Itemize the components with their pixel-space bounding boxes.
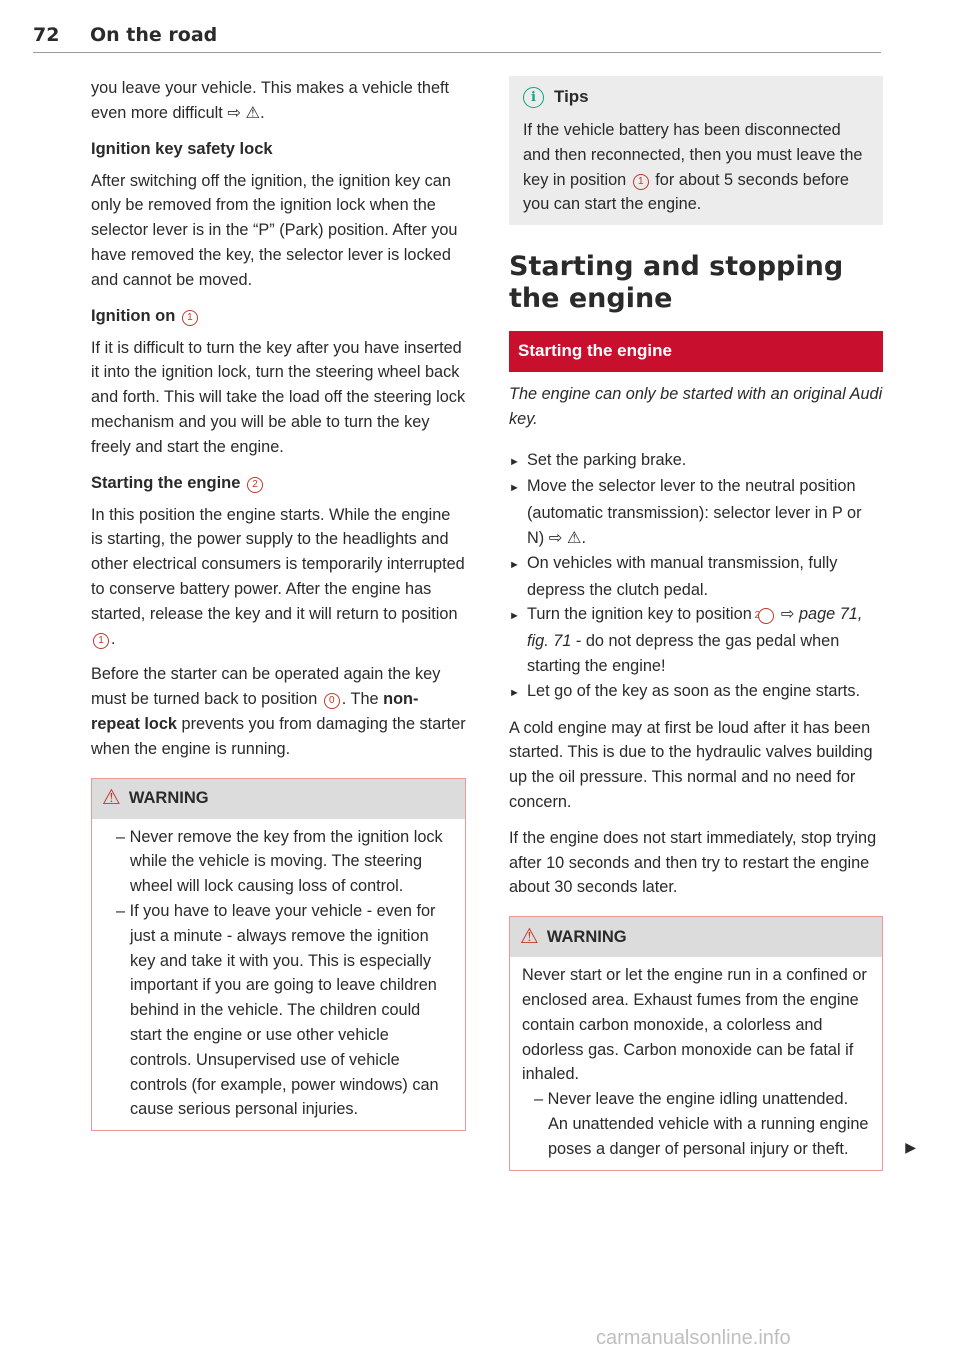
starting-engine-text-a: In this position the engine starts. While the engine is starting, the power supply to the headlights and other electrical consumers is temporarily interrupted to conserve battery power. After the engine has started, release the key and it will return to position [91,505,465,623]
non-repeat-lock-text [91,662,466,761]
cold-engine-text: A cold engine may at first be loud after it has been started. This is due to the hydraulic valves building up the oil pressure. This normal and no need for concern. [509,718,873,811]
step-text: Set the parking brake. [527,450,687,469]
continue-arrow-icon: ▶ [905,1138,916,1155]
warning-item: – Never leave the engine idling unattended. An unattended vehicle with a running engine poses a danger of personal injury or theft. [534,1090,869,1158]
section-heading: Starting and stopping the engine [509,251,844,315]
subsection-bar: Starting the engine [509,331,883,372]
step-text: On vehicles with manual transmission, fully depress the clutch pedal. [527,553,838,599]
warning-header [510,917,882,957]
ignition-lock-heading: Ignition key safety lock [91,139,273,158]
bullet-icon: ► [509,482,520,495]
step-text: - do not depress the gas pedal when starting the engine! [527,632,840,675]
ignition-lock-text: After switching off the ignition, the ignition key can only be removed from the ignition lock when the selector lever is in the “P” (Park) position. After you have removed the key, the selector lever is locked and cannot be moved. [91,171,458,289]
non-repeat-text-b: . The [341,690,379,709]
warning-item: – If you have to leave your vehicle - even for just a minute - always remove the ignition key and take it with you. This is especially important if you are going to leave children behind in the vehicle. The children could start the engine or use other vehicle controls. Unsupervised use of vehicle controls (for example, power windows) can cause serious personal injuries. [116,901,439,1119]
continued-paragraph: you leave your vehicle. This makes a vehicle theft even more difficult ⇨ ⚠. [91,79,450,122]
intro-text: The engine can only be started with an original Audi key. [509,384,883,428]
warning-box-left [91,778,466,1132]
tips-title: Tips [554,86,589,106]
warning-title: WARNING [128,789,209,808]
list-item [509,551,883,603]
left-column [91,76,466,1131]
non-repeat-lock-term: non-repeat lock [91,690,419,733]
list-item [509,448,883,475]
tips-text-b: for about 5 seconds before you can start the engine. [523,170,849,214]
step-text: Move the selector lever to the neutral position (automatic transmission): selector lever in P or N) ⇨ ⚠. [527,477,862,547]
starting-engine-text-b: . [111,629,116,648]
step-text: Turn the ignition key to position [527,605,752,624]
position-0-icon: 0 [324,693,340,709]
section-title: On the road [90,24,218,46]
ignition-on-heading [91,304,466,328]
step-text: Let go of the key as soon as the engine starts. [527,681,861,700]
tips-text [523,118,869,217]
bullet-icon: ► [509,686,520,699]
position-2-icon: 2 [758,608,774,624]
warning-body [92,819,465,1131]
tips-header [523,76,869,118]
starting-engine-text [91,503,466,652]
warning-item: – Never remove the key from the ignition lock while the vehicle is moving. The steering wheel will lock causing loss of control. [116,827,443,896]
watermark: carmanualsonline.info [596,1327,791,1349]
page-reference-link[interactable]: ⇨ page 71, fig. 71 [527,605,863,651]
non-repeat-text-a: Before the starter can be operated again the key must be turned back to position [91,665,441,709]
bullet-icon: ► [509,610,520,623]
position-2-icon: 2 [247,477,263,493]
tips-text-a: If the vehicle battery has been disconnected and then reconnected, then you must leave the key in position [523,121,863,189]
right-column [509,76,916,1171]
warning-title: WARNING [546,927,627,946]
list-item [509,679,883,706]
no-start-text: If the engine does not start immediately, stop trying after 10 seconds and then try to restart the engine about 30 seconds later. [509,828,877,897]
warning-triangle-icon: ⚠ [102,786,121,810]
non-repeat-text-c: prevents you from damaging the starter when the engine is running. [91,714,466,758]
position-1-icon: 1 [93,633,109,649]
position-1-icon: 1 [633,174,649,190]
steps-list [509,448,883,706]
warning-text: Never start or let the engine run in a confined or enclosed area. Exhaust fumes from the engine contain carbon monoxide, a colorless and odorless gas. Carbon monoxide can be fatal if inhaled. [522,966,867,1084]
starting-engine-heading-text: Starting the engine [91,473,241,492]
page-header [33,22,881,53]
warning-box-right [509,916,916,1170]
bullet-icon: ► [509,558,520,571]
ignition-on-text: If it is difficult to turn the key after you have inserted it into the ignition lock, turn the steering wheel back and forth. This will take the load off the steering lock mechanism and you will be able to turn the key freely and start the engine. [91,338,466,456]
warning-triangle-icon: ⚠ [520,924,539,948]
tips-box [509,76,883,225]
warning-body [510,957,882,1169]
starting-engine-heading [91,471,466,495]
list-item [509,602,883,678]
info-icon: i [523,87,544,108]
list-item [509,474,883,550]
warning-header [92,779,465,819]
position-1-icon: 1 [182,310,198,326]
bullet-icon: ► [509,455,520,468]
ignition-on-heading-text: Ignition on [91,306,176,325]
page-number: 72 [33,24,60,46]
